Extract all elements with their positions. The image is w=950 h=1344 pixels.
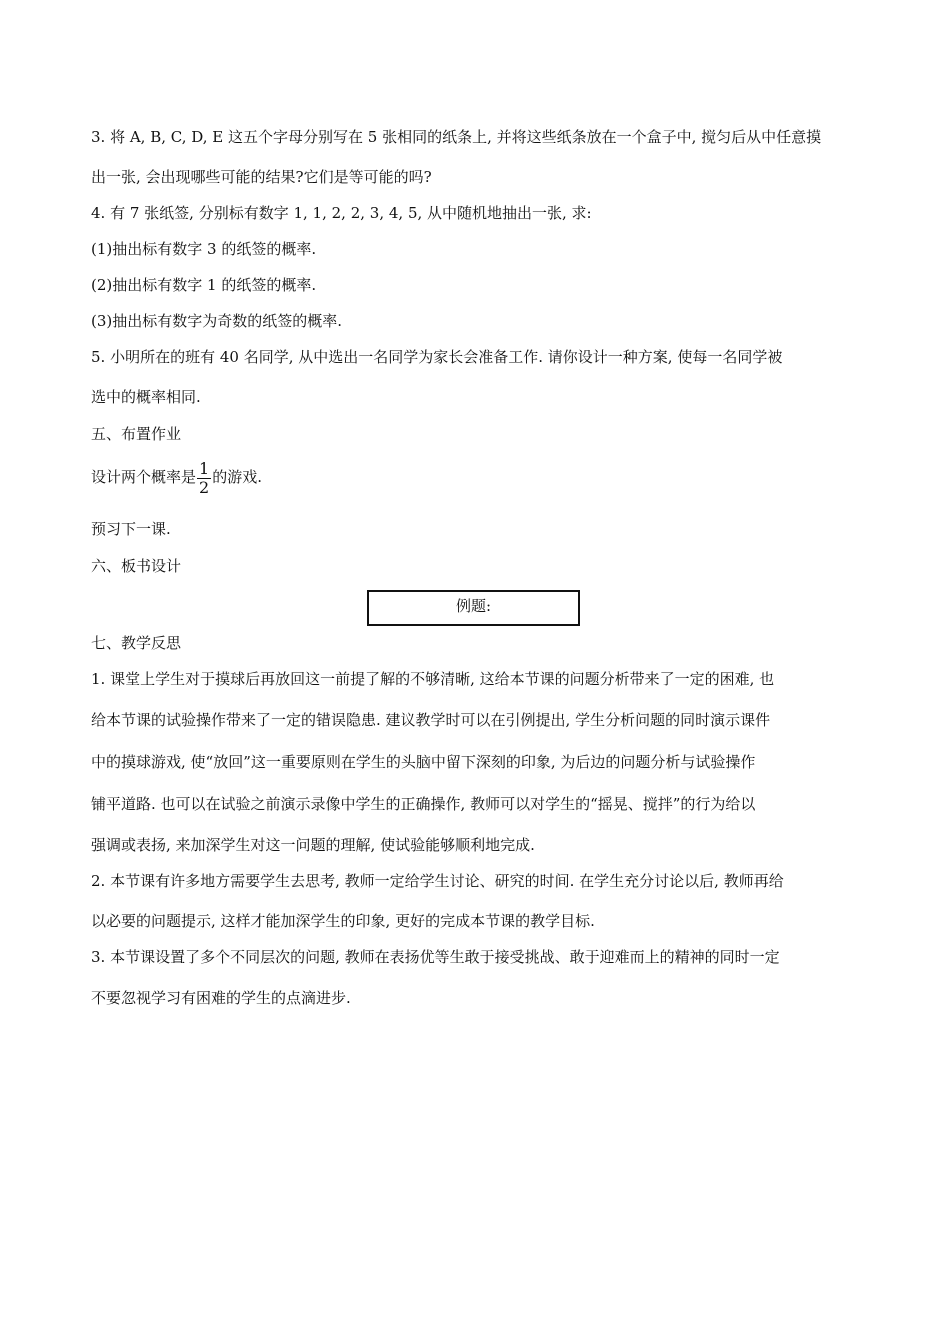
- section-5-heading: 五、布置作业: [91, 425, 182, 443]
- q5-line-2: 选中的概率相同.: [91, 388, 201, 406]
- reflection-1-line-3: 中的摸球游戏, 使“放回”这一重要原则在学生的头脑中留下深刻的印象, 为后边的问题分析与试验操作: [91, 753, 756, 771]
- reflection-1-line-4: 铺平道路. 也可以在试验之前演示录像中学生的正确操作, 教师可以对学生的“摇晃、搅拌”的行为给以: [91, 795, 756, 813]
- fraction-numerator: 1: [199, 458, 210, 478]
- homework-task-suffix: 的游戏.: [212, 468, 262, 486]
- q4-sub-1: (1)抽出标有数字 3 的纸签的概率.: [91, 240, 317, 258]
- reflection-1-line-1: 1. 课堂上学生对于摸球后再放回这一前提了解的不够清晰, 这给本节课的问题分析带来了一定的困难, 也: [91, 670, 775, 688]
- blackboard-label: 例题:: [455, 597, 492, 615]
- q3-line-2: 出一张, 会出现哪些可能的结果?它们是等可能的吗?: [91, 168, 432, 186]
- homework-task: [91, 457, 262, 497]
- q3-line-1: 3. 将 A, B, C, D, E 这五个字母分别写在 5 张相同的纸条上, 并将这些纸条放在一个盒子中, 搅匀后从中任意摸: [91, 128, 822, 146]
- blackboard-design-box: [367, 590, 580, 626]
- reflection-3-line-2: 不要忽视学习有困难的学生的点滴进步.: [91, 989, 351, 1007]
- q4-sub-2: (2)抽出标有数字 1 的纸签的概率.: [91, 276, 317, 294]
- reflection-2-line-2: 以必要的问题提示, 这样才能加深学生的印象, 更好的完成本节课的教学目标.: [91, 912, 595, 930]
- section-7-heading: 七、教学反思: [91, 634, 182, 652]
- q4-sub-3: (3)抽出标有数字为奇数的纸签的概率.: [91, 312, 343, 330]
- reflection-1-line-2: 给本节课的试验操作带来了一定的错误隐患. 建议教学时可以在引例提出, 学生分析问题的同时演示课件: [91, 711, 771, 729]
- section-6-heading: 六、板书设计: [91, 557, 182, 575]
- homework-task-prefix: 设计两个概率是: [91, 468, 197, 486]
- reflection-2-line-1: 2. 本节课有许多地方需要学生去思考, 教师一定给学生讨论、研究的时间. 在学生充分讨论以后, 教师再给: [91, 872, 784, 890]
- q5-line-1: 5. 小明所在的班有 40 名同学, 从中选出一名同学为家长会准备工作. 请你设计一种方案, 使每一名同学被: [91, 348, 783, 366]
- reflection-3-line-1: 3. 本节课设置了多个不同层次的问题, 教师在表扬优等生敢于接受挑战、敢于迎难而上的精神的同时一定: [91, 948, 780, 966]
- fraction-denominator: 2: [199, 477, 210, 497]
- reflection-1-line-5: 强调或表扬, 来加深学生对这一问题的理解, 使试验能够顺利地完成.: [91, 836, 535, 854]
- q4-stem: 4. 有 7 张纸签, 分别标有数字 1, 1, 2, 2, 3, 4, 5, 从中随机地抽出一张, 求:: [91, 204, 592, 222]
- fraction-one-half: [197, 460, 211, 497]
- preview-next-lesson: 预习下一课.: [91, 520, 171, 538]
